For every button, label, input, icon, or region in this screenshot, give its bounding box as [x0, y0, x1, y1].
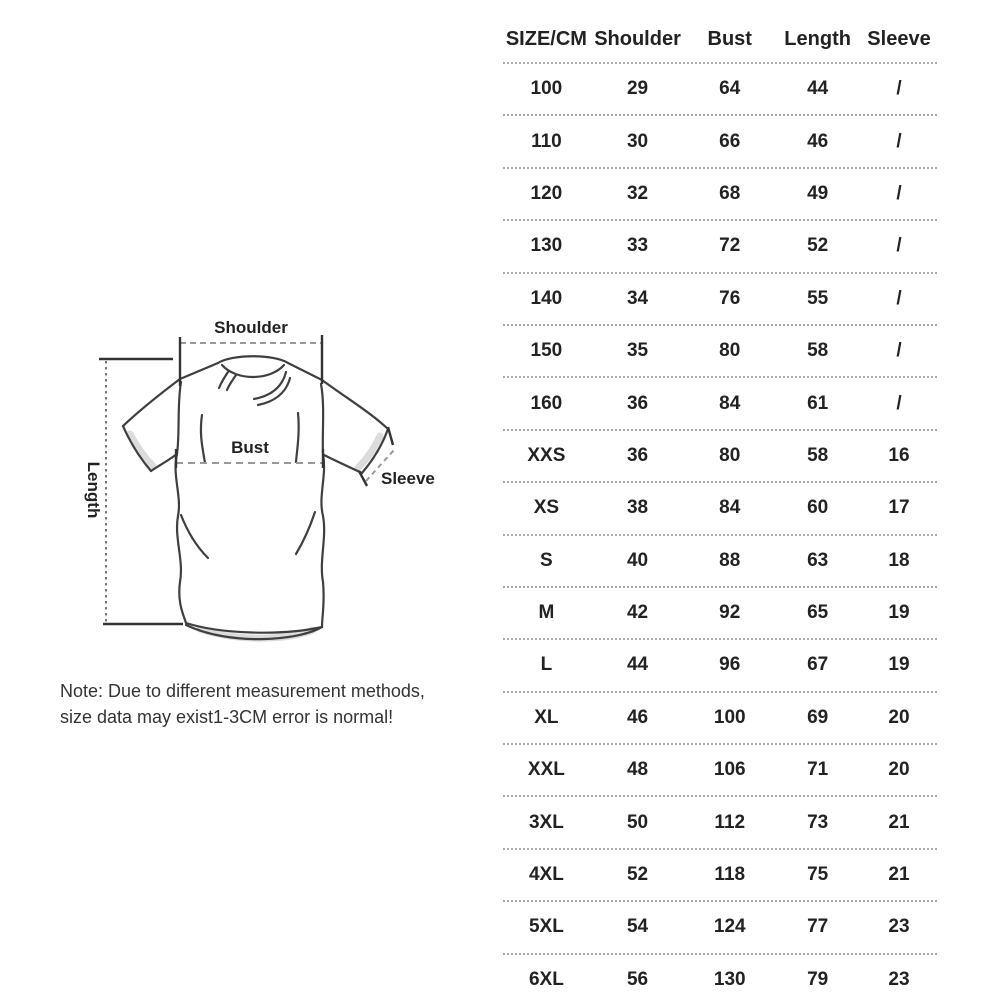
value-cell: 77 [807, 916, 829, 938]
table-row [503, 850, 937, 902]
column-header: Shoulder [594, 27, 681, 50]
size-cell: 110 [531, 130, 562, 152]
value-cell: 19 [888, 654, 910, 676]
size-cell: L [540, 654, 553, 676]
size-cell: 6XL [528, 968, 564, 990]
value-cell: / [896, 340, 902, 362]
value-cell: / [896, 392, 902, 414]
value-cell: / [896, 287, 902, 309]
value-cell: 34 [626, 287, 649, 309]
value-cell: 84 [719, 497, 741, 519]
value-cell: 44 [807, 78, 829, 100]
value-cell: 44 [626, 654, 649, 676]
value-cell: 54 [626, 916, 649, 938]
value-cell: 36 [626, 392, 649, 414]
value-cell: 42 [626, 602, 649, 624]
table-row [503, 902, 937, 954]
value-cell: 67 [807, 654, 829, 676]
value-cell: 80 [719, 340, 741, 362]
table-row [503, 588, 937, 640]
value-cell: 19 [888, 602, 910, 624]
value-cell: 61 [807, 392, 829, 414]
value-cell: 23 [888, 916, 910, 938]
table-header-row [503, 16, 937, 64]
value-cell: 18 [888, 549, 910, 571]
table-row [503, 378, 937, 430]
value-cell: 73 [807, 811, 829, 833]
size-table [503, 0, 937, 1000]
value-cell: 21 [888, 811, 910, 833]
table-row [503, 169, 937, 221]
value-cell: 58 [807, 444, 829, 466]
value-cell: 30 [626, 130, 649, 152]
size-cell: 4XL [528, 864, 564, 886]
value-cell: 130 [713, 968, 746, 990]
table-row [503, 274, 937, 326]
value-cell: 21 [888, 864, 910, 886]
table-row [503, 745, 937, 797]
value-cell: 88 [719, 549, 741, 571]
value-cell: 46 [626, 706, 649, 728]
table-row [503, 326, 937, 378]
value-cell: 92 [719, 602, 741, 624]
column-header: Bust [707, 27, 752, 50]
value-cell: 76 [719, 287, 741, 309]
value-cell: / [896, 182, 902, 204]
column-header: Length [784, 27, 851, 50]
size-cell: S [540, 549, 553, 571]
value-cell: 33 [626, 235, 649, 257]
value-cell: 124 [713, 916, 746, 938]
table-row [503, 116, 937, 168]
value-cell: 84 [719, 392, 741, 414]
value-cell: 46 [807, 130, 829, 152]
length-label: Length [84, 461, 103, 519]
size-cell: 130 [530, 235, 563, 257]
value-cell: 106 [713, 759, 746, 781]
value-cell: 60 [807, 497, 829, 519]
size-cell: 100 [530, 78, 563, 100]
value-cell: 79 [807, 968, 829, 990]
value-cell: 17 [888, 497, 910, 519]
sleeve-label: Sleeve [381, 469, 435, 488]
value-cell: 64 [719, 78, 741, 100]
measurement-note [60, 678, 480, 730]
note-line-2: size data may exist1-3CM error is normal! [60, 707, 394, 727]
table-row [503, 221, 937, 273]
value-cell: 40 [626, 549, 649, 571]
value-cell: 80 [719, 444, 741, 466]
shoulder-label: Shoulder [214, 318, 288, 337]
value-cell: 23 [888, 968, 910, 990]
value-cell: 75 [807, 864, 829, 886]
tshirt-diagram [50, 300, 450, 670]
value-cell: 36 [626, 444, 649, 466]
shoulder-measure-line [180, 335, 322, 386]
value-cell: 52 [626, 864, 649, 886]
table-row [503, 536, 937, 588]
table-row [503, 693, 937, 745]
size-cell: XXS [527, 444, 566, 466]
value-cell: 58 [807, 340, 829, 362]
value-cell: 38 [626, 497, 649, 519]
value-cell: 69 [807, 706, 829, 728]
value-cell: 72 [719, 235, 741, 257]
value-cell: 68 [719, 182, 741, 204]
value-cell: 66 [719, 130, 741, 152]
value-cell: 20 [888, 759, 910, 781]
size-cell: 150 [530, 340, 563, 362]
value-cell: 50 [626, 811, 649, 833]
size-cell: 3XL [528, 811, 564, 833]
bust-label: Bust [231, 438, 269, 457]
value-cell: 52 [807, 235, 829, 257]
table-row [503, 483, 937, 535]
size-cell: 140 [530, 287, 563, 309]
shirt-outline [123, 356, 388, 639]
table-row [503, 64, 937, 116]
size-cell: XXL [527, 759, 565, 781]
table-row [503, 797, 937, 849]
size-cell: XS [533, 497, 560, 519]
value-cell: 29 [626, 78, 649, 100]
value-cell: 65 [807, 602, 829, 624]
column-header: SIZE/CM [505, 27, 587, 50]
value-cell: 16 [888, 444, 910, 466]
value-cell: 71 [807, 759, 829, 781]
note-line-1: Note: Due to different measurement methods, [60, 681, 425, 701]
value-cell: 32 [626, 182, 649, 204]
value-cell: 63 [807, 549, 829, 571]
table-row [503, 431, 937, 483]
value-cell: 118 [714, 864, 746, 886]
size-cell: 160 [530, 392, 563, 414]
value-cell: 96 [719, 654, 741, 676]
size-cell: 5XL [528, 916, 564, 938]
value-cell: 100 [713, 706, 746, 728]
length-measure-line [99, 359, 183, 624]
value-cell: 56 [626, 968, 649, 990]
value-cell: 20 [888, 706, 910, 728]
value-cell: 48 [626, 759, 649, 781]
value-cell: 49 [807, 182, 829, 204]
value-cell: / [896, 78, 902, 100]
table-row [503, 955, 937, 1000]
value-cell: 55 [807, 287, 829, 309]
value-cell: 35 [626, 340, 649, 362]
column-header: Sleeve [867, 27, 931, 50]
size-cell: M [538, 602, 555, 624]
value-cell: / [896, 130, 902, 152]
size-cell: XL [534, 706, 559, 728]
value-cell: 112 [714, 811, 746, 833]
table-row [503, 640, 937, 692]
value-cell: / [896, 235, 902, 257]
size-cell: 120 [530, 182, 563, 204]
